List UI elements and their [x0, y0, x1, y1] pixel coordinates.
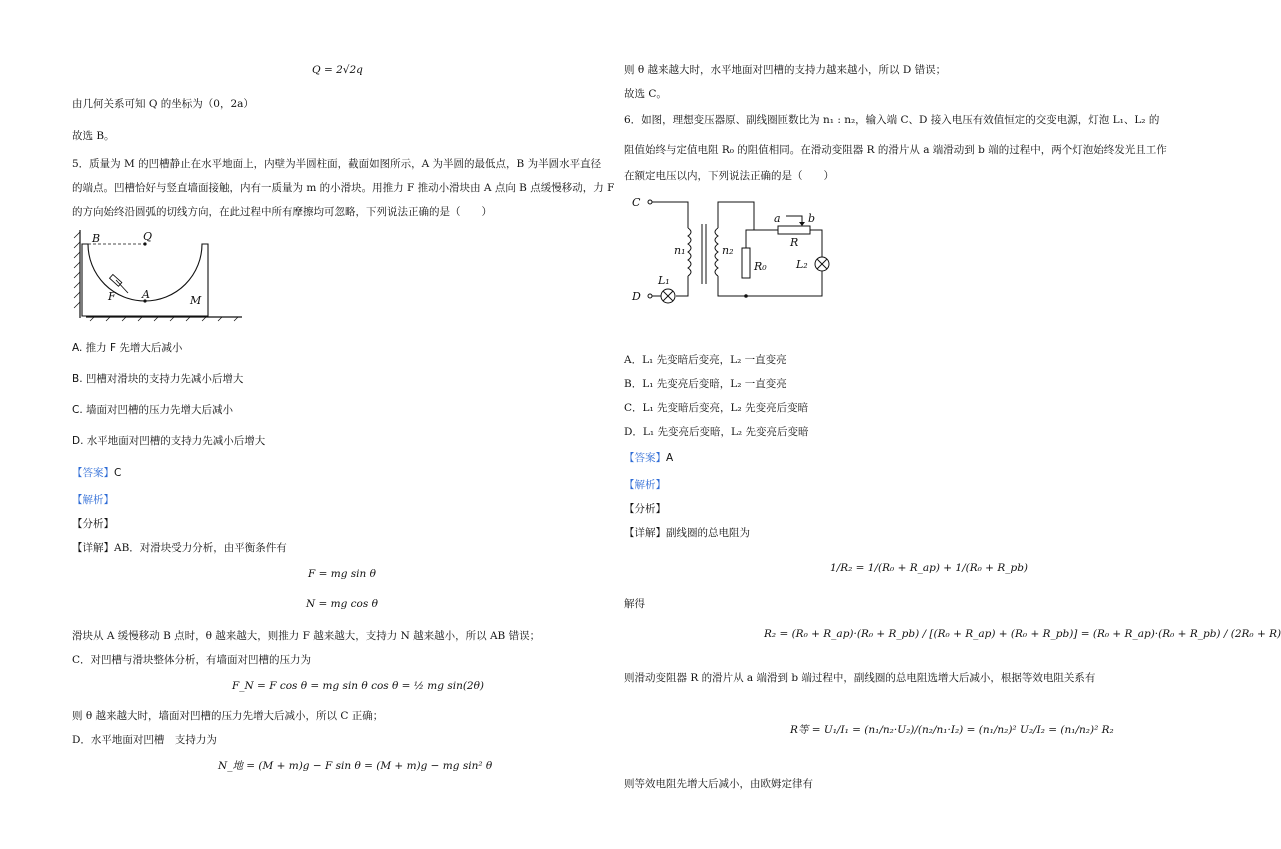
- primary-coil: [688, 228, 691, 276]
- label-d: D: [632, 290, 641, 303]
- label-l2: L₂: [796, 258, 808, 271]
- label-a: A: [142, 288, 150, 301]
- resistor-r0: [742, 248, 750, 278]
- q5-option-b: B. 凹槽对滑块的支持力先减小后增大: [72, 373, 244, 385]
- wire-primary-bottom: [676, 276, 688, 296]
- choose-c-text: 故选 C。: [624, 88, 667, 100]
- terminal-c: [648, 200, 652, 204]
- q5-text-d: D．水平地面对凹槽 支持力为: [72, 734, 217, 746]
- label-r: R: [790, 236, 799, 249]
- q6-answer: [624, 450, 673, 465]
- q5-option-d: D. 水平地面对凹槽的支持力先减小后增大: [72, 435, 266, 447]
- label-a-end: a: [774, 212, 781, 225]
- answer-tag: 【答案】: [624, 452, 666, 464]
- q5-option-c: C. 墙面对凹槽的压力先增大后减小: [72, 404, 234, 416]
- q6-option-d: D．L₁ 先变亮后变暗，L₂ 先变亮后变暗: [624, 426, 809, 438]
- wire-primary-top: [652, 202, 688, 228]
- q6-fenxi: 【分析】: [624, 503, 666, 515]
- label-n1: n₁: [674, 244, 686, 257]
- label-m: M: [190, 294, 202, 307]
- choose-b-text: 故选 B。: [72, 130, 115, 142]
- q6-text-last: 则等效电阻先增大后减小，由欧姆定律有: [624, 778, 813, 790]
- slider-arrow-head: [799, 222, 805, 226]
- answer-tag: 【答案】: [72, 467, 114, 479]
- equation-r2-solved: R₂ = (R₀ + R_ap)·(R₀ + R_pb) / [(R₀ + R_ap) + (R₀ + R_pb)] = (R₀ + R_ap)·(R₀ + R_pb) / (2R₀ + R): [764, 628, 1281, 640]
- q5-fenxi: 【分析】: [72, 518, 114, 530]
- label-n2: n₂: [722, 244, 734, 257]
- q5-detail-ab: 【详解】AB．对滑块受力分析，由平衡条件有: [72, 542, 287, 554]
- label-c: C: [632, 196, 641, 209]
- groove-figure: [72, 228, 252, 328]
- q-charge-expression: Q = 2√2q: [312, 64, 363, 76]
- q6-jiexi: 【解析】: [624, 479, 666, 491]
- circuit-figure: [630, 192, 850, 310]
- q5-text-c: C．对凹槽与滑块整体分析，有墙面对凹槽的压力为: [72, 654, 312, 666]
- q6-jiede: 解得: [624, 598, 645, 610]
- q6-option-b: B．L₁ 先变亮后变暗，L₂ 一直变亮: [624, 378, 787, 390]
- q6-option-a: A．L₁ 先变暗后变亮，L₂ 一直变亮: [624, 354, 787, 366]
- equation-fn: F_N = F cos θ = mg sin θ cos θ = ½ mg sin(2θ): [232, 680, 485, 692]
- coordinate-text: 由几何关系可知 Q 的坐标为（0，2a）: [72, 98, 254, 110]
- rheostat-r: [778, 226, 810, 234]
- label-l1: L₁: [658, 274, 670, 287]
- slider-arrow: [786, 216, 802, 225]
- q5-jiexi: 【解析】: [72, 494, 114, 506]
- q5-text-c2: 则 θ 越来越大时，墙面对凹槽的压力先增大后减小，所以 C 正确；: [72, 710, 384, 722]
- equation-equivalent-r: R等 = U₁/I₁ = (n₁/n₂·U₂)/(n₂/n₁·I₂) = (n₁/n₂)² U₂/I₂ = (n₁/n₂)² R₂: [790, 724, 1114, 736]
- force-arrow: [116, 280, 128, 293]
- secondary-coil: [715, 228, 718, 276]
- label-b: B: [92, 232, 101, 245]
- q6-text-r: 则滑动变阻器 R 的滑片从 a 端滑到 b 端过程中，副线圈的总电阻选增大后减小，根据等效电阻关系有: [624, 672, 1096, 684]
- q6-stem-line3: 在额定电压以内，下列说法正确的是（ ）: [624, 170, 834, 182]
- label-f: F: [108, 290, 116, 303]
- junction-dot: [744, 294, 748, 298]
- equation-f: F = mg sin θ: [308, 568, 376, 580]
- q6-stem-line2: 阻值始终与定值电阻 R₀ 的阻值相同。在滑动变阻器 R 的滑片从 a 端滑动到 b 端的过程中，两个灯泡始终发光且工作: [624, 144, 1167, 156]
- q5-option-a: A. 推力 F 先增大后减小: [72, 342, 183, 354]
- q6-option-c: C．L₁ 先变暗后变亮，L₂ 先变亮后变暗: [624, 402, 809, 414]
- label-q: Q: [143, 230, 153, 243]
- q5-stem-line2: 的端点。凹槽恰好与竖直墙面接触，内有一质量为 m 的小滑块。用推力 F 推动小滑块由 A 点向 B 点缓慢移动，力 F: [72, 182, 615, 194]
- q5-answer: [72, 465, 121, 480]
- equation-r2-parallel: 1/R₂ = 1/(R₀ + R_ap) + 1/(R₀ + R_pb): [830, 562, 1029, 574]
- wall-hatch: [74, 232, 80, 308]
- equation-n-ground: N_地 = (M + m)g − F sin θ = (M + m)g − mg sin² θ: [218, 760, 493, 772]
- ground-hatch: [90, 317, 238, 321]
- q5-text-ab: 滑块从 A 缓慢移动 B 点时，θ 越来越大，则推力 F 越来越大，支持力 N 越来越小，所以 AB 错误；: [72, 630, 541, 642]
- q6-stem-line1: 6．如图，理想变压器原、副线圈匝数比为 n₁ : n₂，输入端 C、D 接入电压有效值恒定的交变电源，灯泡 L₁、L₂ 的: [624, 114, 1160, 126]
- answer-value: A: [666, 452, 674, 464]
- terminal-d: [648, 294, 652, 298]
- label-r0: R₀: [754, 260, 767, 273]
- q6-detail: 【详解】副线圈的总电阻为: [624, 527, 750, 539]
- q5-stem-line1: 5．质量为 M 的凹槽静止在水平地面上，内壁为半圆柱面，截面如图所示，A 为半圆的最低点，B 为半圆水平直径: [72, 158, 602, 170]
- answer-value: C: [114, 467, 122, 479]
- equation-n: N = mg cos θ: [306, 598, 378, 610]
- label-b-end: b: [808, 212, 816, 225]
- q5-text-d2: 则 θ 越来越大时，水平地面对凹槽的支持力越来越小，所以 D 错误；: [624, 64, 947, 76]
- q5-stem-line3: 的方向始终沿圆弧的切线方向，在此过程中所有摩擦均可忽略，下列说法正确的是（ ）: [72, 206, 492, 218]
